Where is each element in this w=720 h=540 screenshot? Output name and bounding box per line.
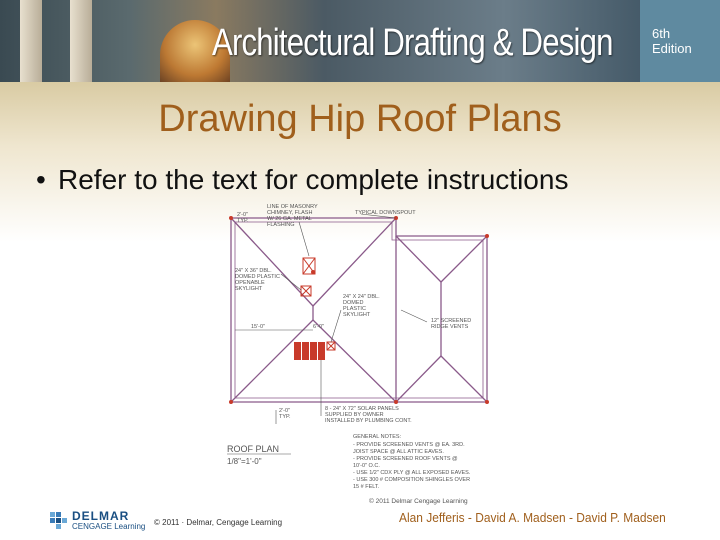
delmar-logo-icon	[50, 512, 68, 530]
roof-plan-drawing	[221, 200, 503, 522]
note-skylight-2: 24" X 24" DBL. DOMED PLASTIC SKYLIGHT	[343, 294, 380, 318]
general-note-4: 10'-0" O.C.	[353, 463, 380, 469]
logo-subtitle: CENGAGE Learning	[72, 522, 146, 531]
note-skylight-1: 24" X 36" DBL. DOMED PLASTIC OPENABLE SKYLIGHT	[235, 268, 280, 292]
bullet-item	[36, 164, 568, 196]
footer-copyright: © 2011 · Delmar, Cengage Learning	[154, 518, 283, 527]
note-ridge-vents: 12" SCREENED RIDGE VENTS	[431, 318, 472, 330]
note-left-dim: 2'-0" TYP.	[237, 212, 249, 224]
banner-column-2	[70, 0, 92, 82]
solar-panels	[294, 342, 325, 360]
roof-plan-svg	[221, 200, 503, 522]
logo-name: DELMAR	[72, 509, 130, 523]
book-title: Architectural Drafting & Design	[212, 22, 613, 64]
plan-scale: 1/8"=1'-0"	[227, 457, 262, 466]
header-banner	[0, 0, 720, 82]
general-note-3: - PROVIDE SCREENED ROOF VENTS @	[353, 456, 458, 462]
note-downspout: TYPICAL DOWNSPOUT	[355, 210, 416, 216]
note-chimney: LINE OF MASONRY CHIMNEY, FLASH W/ 26 GA. METAL FLASHING	[267, 204, 318, 228]
general-note-1: - PROVIDE SCREENED VENTS @ EA. 3RD.	[353, 442, 465, 448]
note-solar: 8 - 24" X 72" SOLAR PANELS SUPPLIED BY OWNER INSTALLED BY PLUMBING CONT.	[325, 406, 412, 424]
general-note-7: 15 # FELT.	[353, 484, 380, 490]
figure-copyright: © 2011 Delmar Cengage Learning	[369, 498, 468, 505]
general-note-2: JOIST SPACE @ ALL ATTIC EAVES.	[353, 449, 444, 455]
general-note-5: - USE 1/2" CDX PLY @ ALL EXPOSED EAVES.	[353, 470, 471, 476]
dim-left: 15'-0"	[251, 324, 266, 330]
bullet-dot: •	[36, 164, 46, 195]
leader-lines	[235, 214, 427, 424]
banner-column-1	[20, 0, 42, 82]
edition-label: 6th Edition	[652, 26, 692, 56]
author-credits: Alan Jefferis - David A. Madsen - David P. Madsen	[399, 510, 666, 525]
bullet-text: Refer to the text for complete instructions	[58, 164, 569, 195]
drawing-notes	[227, 204, 471, 505]
plan-title: ROOF PLAN	[227, 444, 280, 454]
edition-badge	[640, 0, 720, 82]
general-notes-title: GENERAL NOTES:	[353, 434, 402, 440]
slide-title: Drawing Hip Roof Plans	[158, 98, 562, 140]
note-bottom-dim: 2'-0" TYP.	[279, 408, 291, 420]
general-note-6: - USE 300 # COMPOSITION SHINGLES OVER	[353, 477, 471, 483]
dim-mid: 6'-0"	[313, 324, 324, 330]
